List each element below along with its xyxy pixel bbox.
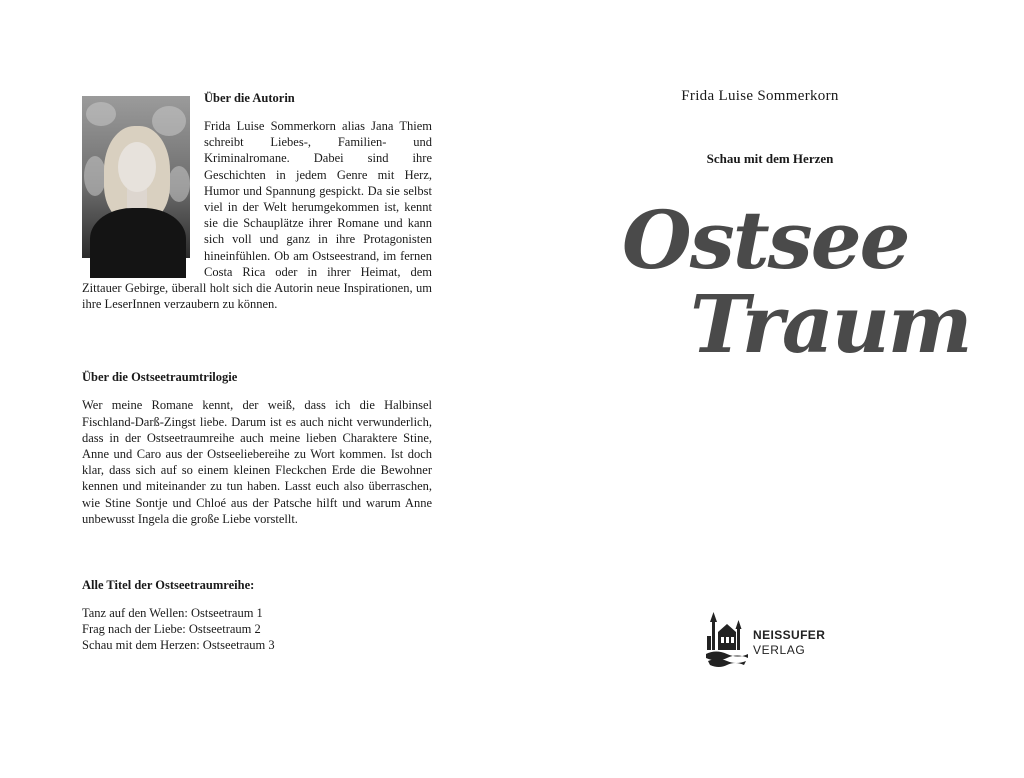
author-bio-section <box>82 90 432 312</box>
trilogy-text: Wer meine Romane kennt, der weiß, dass ich die Halbinsel Fischland-Darß-Zingst liebe. Darum ist es auch nicht verwunderlich, dass in der Ostseetraumreihe auch meine lieben Charaktere Stine, Anne und Caro aus der Ostseeliebereihe zu Wort kommen. Ist doch klar, dass sich auf so einem kleinen Fleckchen Erde die Bewohner kennen und miteinander zu tun haben. Lasst euch also überraschen, wie Stine Sontje und Chloé aus der Patsche hilft und warum Anne unbewusst Ingela die große Liebe vorstellt. <box>82 398 432 526</box>
trilogy-heading: Über die Ostseetraumtrilogie <box>82 370 238 385</box>
church-wave-icon <box>704 612 750 668</box>
author-bio-text: Frida Luise Sommerkorn alias Jana Thiem schreibt Liebes-, Familien- und Kriminalromane. Dabei sind ihre Geschichten in jedem Genre mit Herz, Humor und Spannung gespickt. Da sie selbst viel in der Welt herumgekommen ist, kennt sie die Schauplätze ihrer Romane und kann sich voll und ganz in ihre Protagonisten hineinfühlen. Ob am Ostseestrand, im fernen Costa Rica oder in ihrer Heimat, dem Zittauer Gebirge, überall holt sich die Autorin neue Inspirationen, um ihre LeserInnen verzaubern zu können. <box>82 119 432 312</box>
series-titles-section <box>82 577 432 653</box>
cover-title-line1: Ostsee <box>622 193 909 287</box>
cover-author-name: Frida Luise Sommerkorn <box>681 88 839 104</box>
series-heading: Alle Titel der Ostseetraumreihe: <box>82 578 255 593</box>
series-title-2: Frag nach der Liebe: Ostseetraum 2 <box>82 622 261 637</box>
publisher-logo <box>704 612 844 668</box>
author-bio-heading: Über die Autorin <box>204 91 295 105</box>
trilogy-section <box>82 369 432 527</box>
series-title-3: Schau mit dem Herzen: Ostseetraum 3 <box>82 638 275 653</box>
cover-title-line2: Traum <box>690 277 971 371</box>
series-title-1: Tanz auf den Wellen: Ostseetraum 1 <box>82 606 263 621</box>
cover-title <box>614 190 971 375</box>
publisher-name-line2: VERLAG <box>753 643 806 657</box>
author-photo <box>82 96 190 258</box>
publisher-name-line1: NEISSUFER <box>753 628 826 642</box>
cover-subtitle: Schau mit dem Herzen <box>706 151 834 166</box>
left-page <box>82 88 432 653</box>
